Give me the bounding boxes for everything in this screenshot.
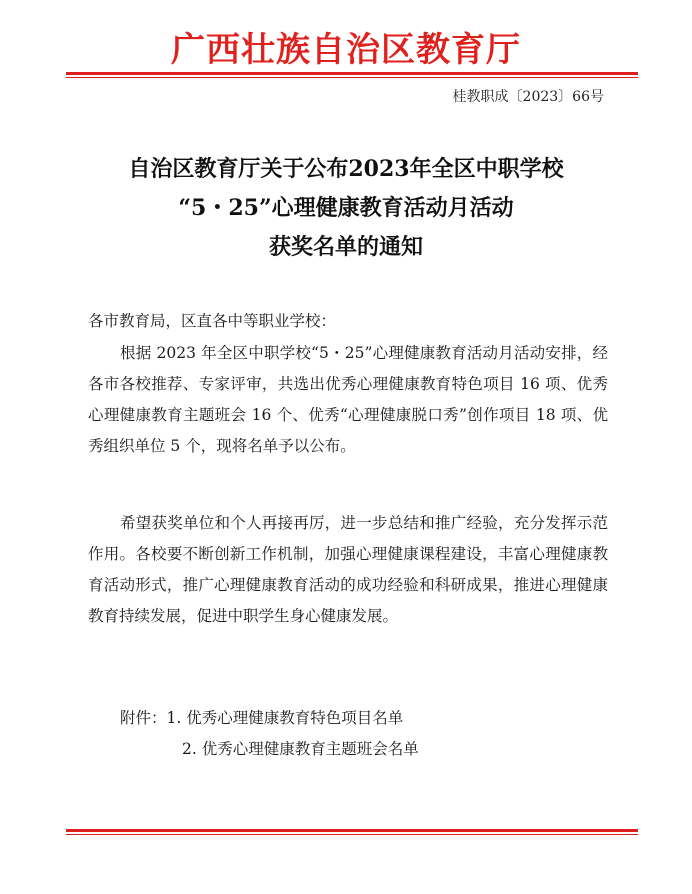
attachment-item — [120, 703, 419, 734]
attachment-item — [120, 734, 419, 765]
attachment-title: 1. 优秀心理健康教育特色项目名单 — [166, 709, 404, 727]
salutation: 各市教育局，区直各中等职业学校： — [88, 312, 337, 330]
attachment-title: 2. 优秀心理健康教育主题班会名单 — [182, 740, 419, 758]
notice-title — [0, 150, 692, 267]
notice-title-line: 自治区教育厅关于公布2023年全区中职学校 — [128, 156, 564, 182]
header-red-rule-thin — [66, 77, 638, 78]
footer-red-rule-thick — [66, 829, 638, 832]
notice-title-line: “5・25”心理健康教育活动月活动 — [178, 195, 514, 221]
document-number: 桂教职成〔2023〕66号 — [452, 89, 604, 105]
issuing-organization-title: 广西壮族自治区教育厅 — [171, 30, 521, 70]
attachments-list — [120, 703, 419, 765]
body-paragraph: 希望获奖单位和个人再接再厉，进一步总结和推广经验，充分发挥示范作用。各校要不断创新工作机制，加强心理健康课程建设，丰富心理健康教育活动形式，推广心理健康教育活动的成功经验和科研成果，推进心理健康教育持续发展，促进中职学生身心健康发展。 — [88, 514, 608, 625]
header-red-rule-thick — [66, 72, 638, 75]
footer-red-rule-thin — [66, 834, 638, 835]
attachments-label: 附件： — [120, 709, 167, 727]
body-paragraph: 根据 2023 年全区中职学校“5・25”心理健康教育活动月活动安排，经各市各校推荐、专家评审，共选出优秀心理健康教育特色项目 16 项、优秀心理健康教育主题班会 16 个、优秀“心理健康脱口秀”创作项目 18 项、优秀组织单位 5 个，现将名单予以公布。 — [88, 344, 608, 455]
notice-title-line: 获奖名单的通知 — [268, 234, 423, 260]
